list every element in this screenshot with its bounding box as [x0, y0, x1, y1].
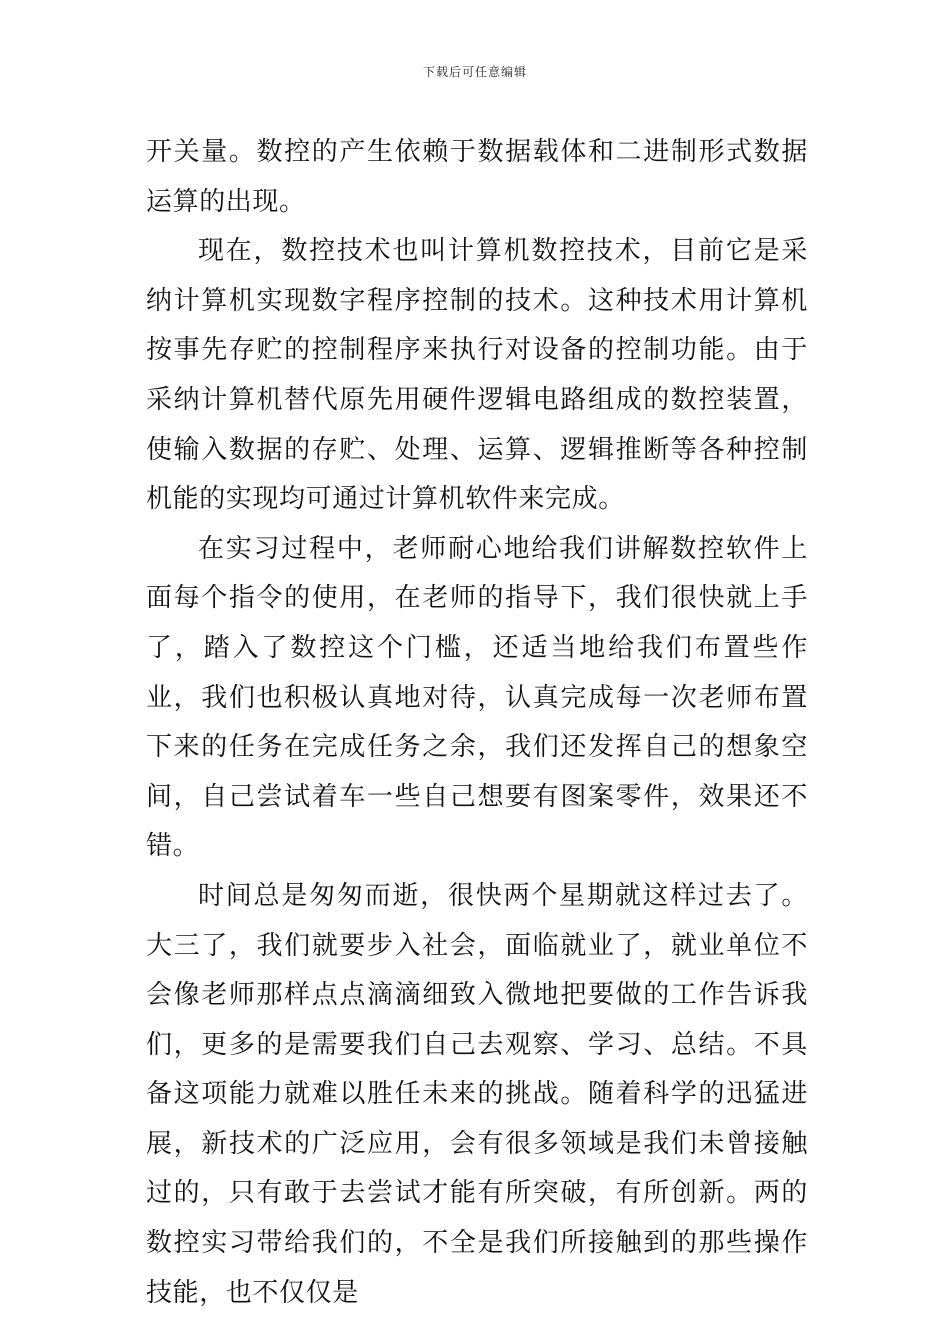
- paragraph-1: 开关量。数控的产生依赖于数据载体和二进制形式数据运算的出现。: [146, 137, 808, 217]
- paragraph-4: 时间总是匆匆而逝，很快两个星期就这样过去了。大三了，我们就要步入社会，面临就业了，就业单位不会像老师那样点点滴滴细致入微地把要做的工作告诉我们，更多的是需要我们自己去观察、学习、总结。不具备这项能力就难以胜任未来的挑战。随着科学的迅猛进展，新技术的广泛应用，会有很多领域是我们未曾接触过的，只有敢于去尝试才能有所突破，有所创新。两的数控实习带给我们的，不全是我们所接触到的那些操作技能，也不仅仅是: [146, 880, 808, 1308]
- page-header: 下载后可任意编辑: [422, 65, 527, 79]
- paragraph-3: 在实习过程中，老师耐心地给我们讲解数控软件上面每个指令的使用，在老师的指导下，我们很快就上手了，踏入了数控这个门槛，还适当地给我们布置些作业，我们也积极认真地对待，认真完成每一次老师布置下来的任务在完成任务之余，我们还发挥自己的想象空间，自己尝试着车一些自己想要有图案零件，效果还不错。: [146, 533, 808, 862]
- body-text: [146, 128, 808, 1318]
- paragraph-2: 现在，数控技术也叫计算机数控技术，目前它是采纳计算机实现数字程序控制的技术。这种技术用计算机按事先存贮的控制程序来执行对设备的控制功能。由于采纳计算机替代原先用硬件逻辑电路组成的数控装置，使输入数据的存贮、处理、运算、逻辑推断等各种控制机能的实现均可通过计算机软件来完成。: [146, 236, 808, 515]
